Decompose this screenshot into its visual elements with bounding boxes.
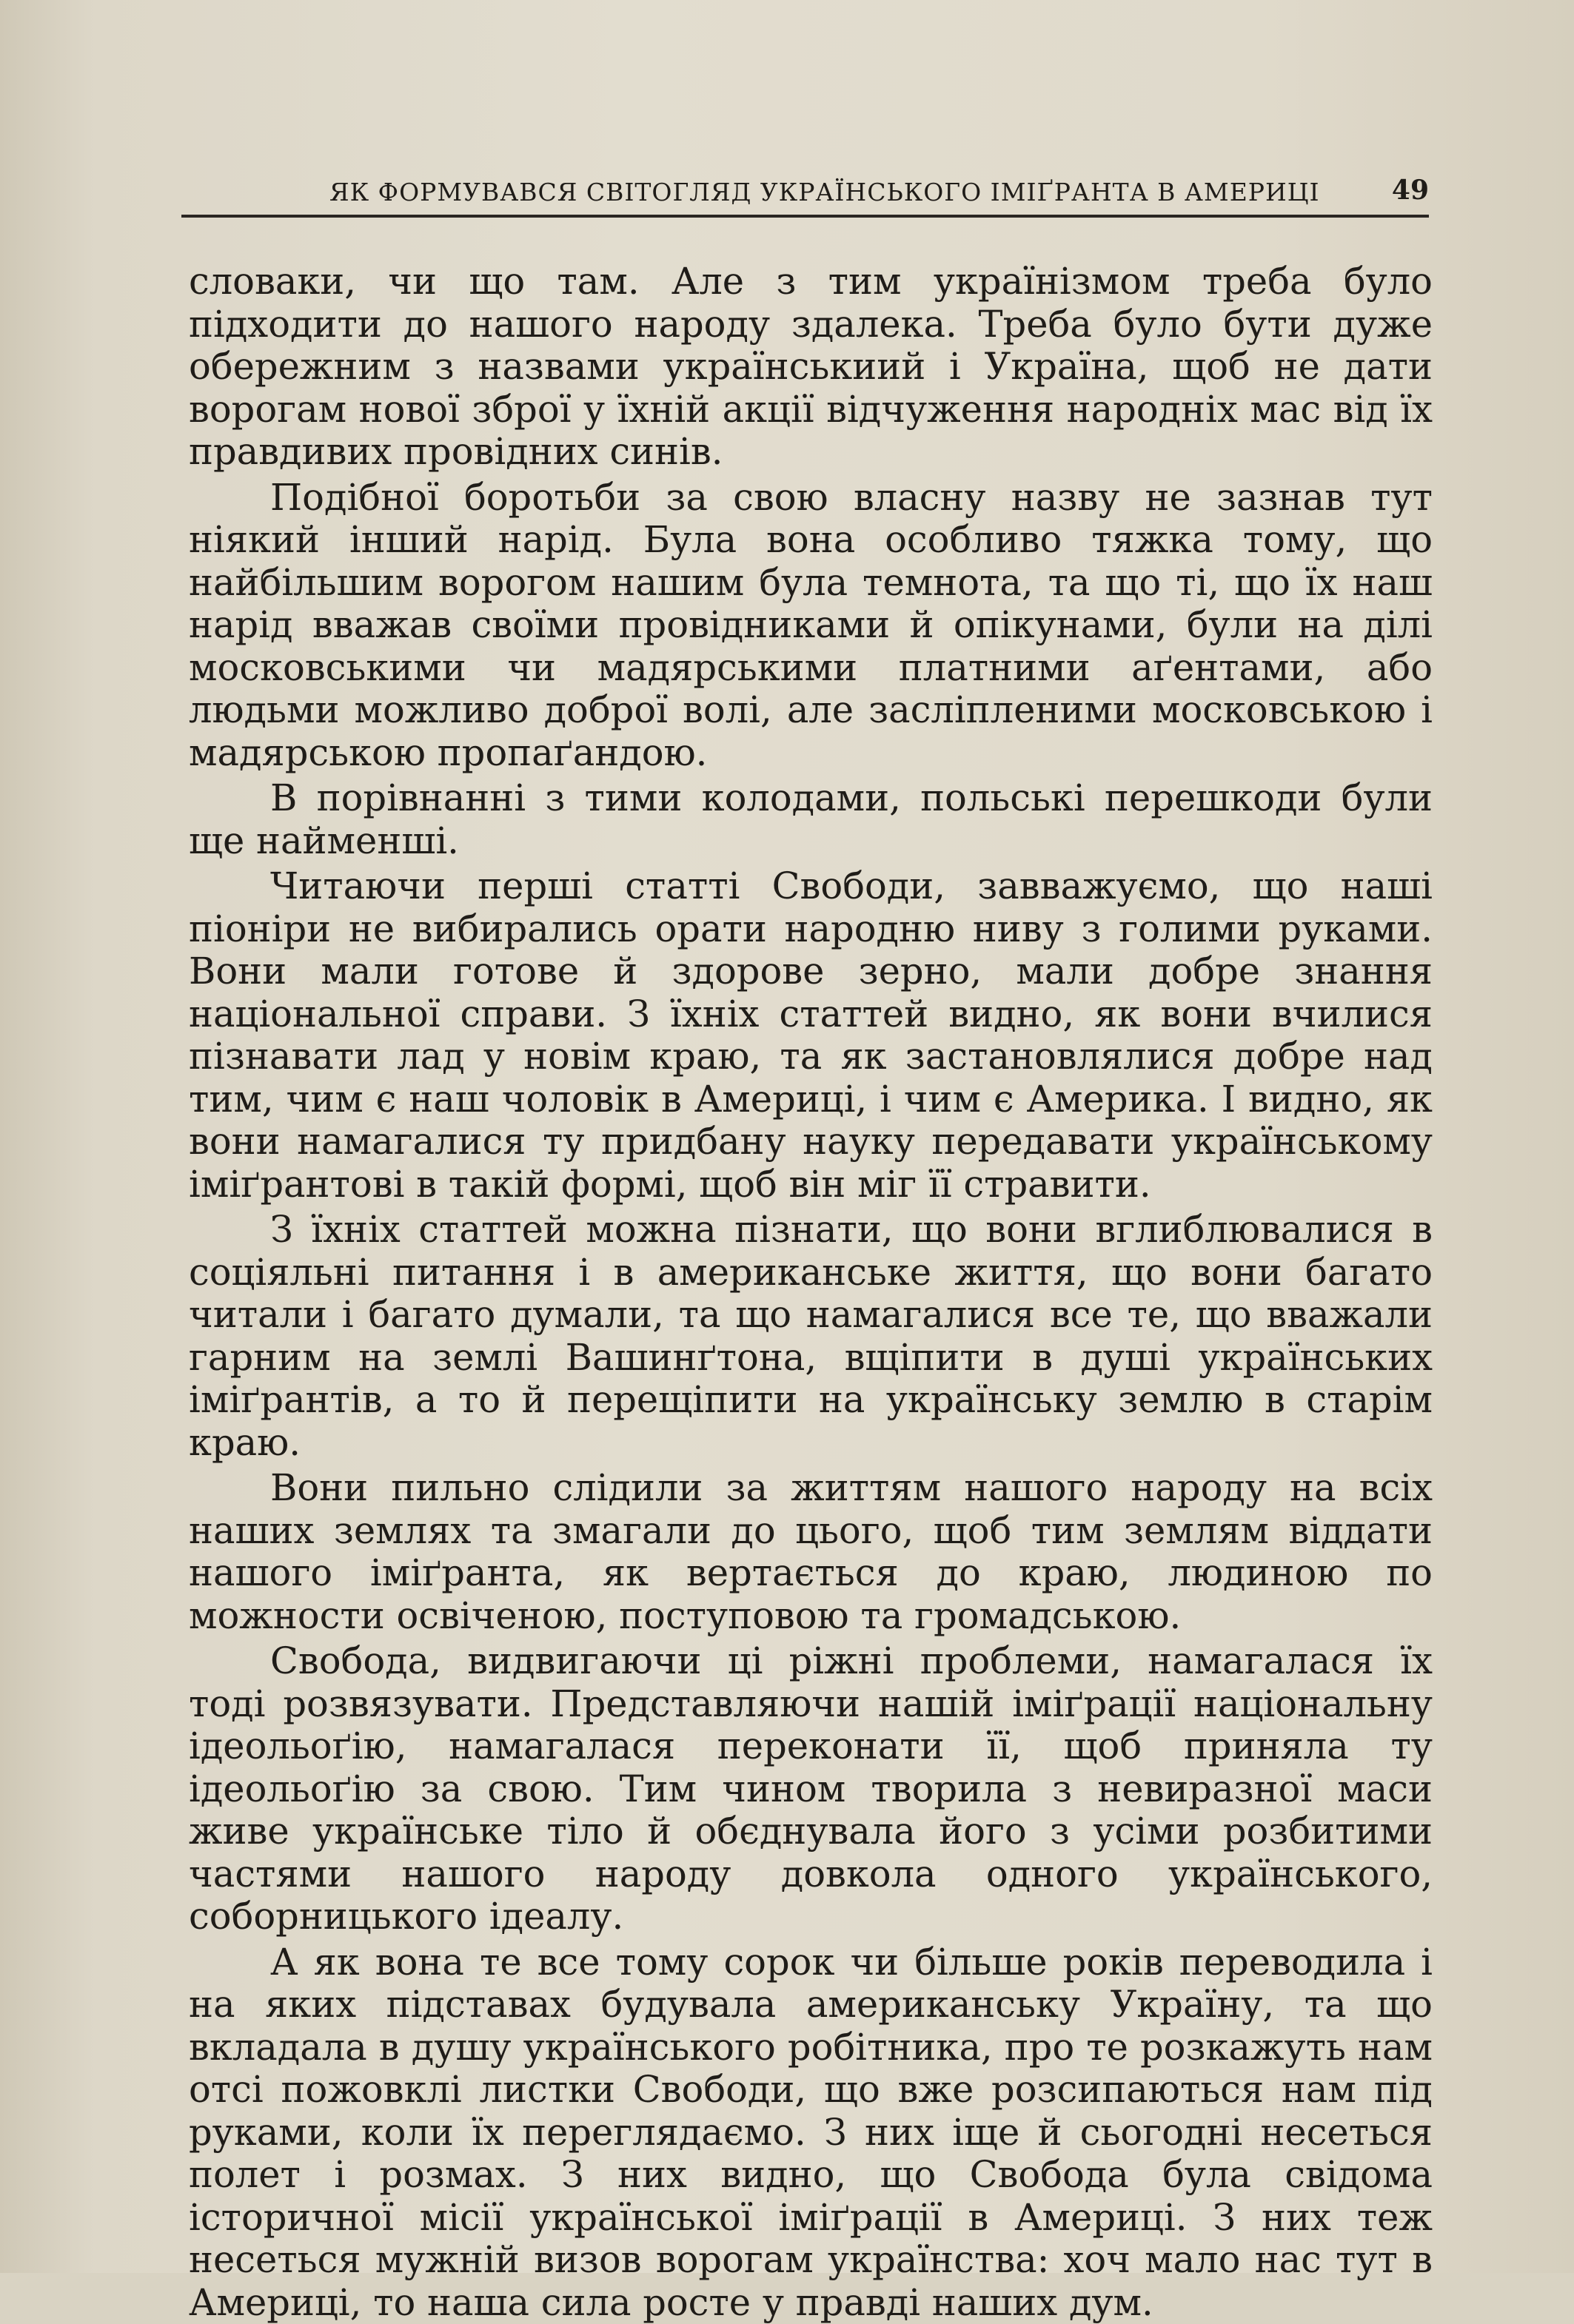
- paragraph-7: Свобода, видвигаючи ці ріжні проблеми, намагалася їх тоді розвязувати. Представляючи нашій іміґрації національну ідеольоґію, намагалася переконати її, щоб приняла ту ідеольоґію за свою. Тим чином творила з невиразної маси живе українське тіло й обєднувала його з усіми розбитими частями нашого народу довкола одного українського, соборницького ідеалу.: [189, 1640, 1433, 1938]
- paragraph-2: Подібної боротьби за свою власну назву не зазнав тут ніякий інший нарід. Була вона особливо тяжка тому, що найбільшим ворогом нашим була темнота, та що ті, що їх наш нарід вважав своїми провідниками й опікунами, були на ділі московськими чи мадярськими платними аґентами, або людьми можливо доброї волі, але засліпленими московською і мадярською пропаґандою.: [189, 477, 1433, 775]
- paragraph-4: Читаючи перші статті Свободи, завважуємо, що наші піоніри не вибирались орати народню ниву з голими руками. Вони мали готове й здорове зерно, мали добре знання національної справи. З їхніх статтей видно, як вони вчилися пізнавати лад у новім краю, та як застановлялися добре над тим, чим є наш чоловік в Америці, і чим є Америка. І видно, як вони намагалися ту придбану науку передавати українському іміґрантові в такій формі, щоб він міг її стравити.: [189, 865, 1433, 1206]
- paragraph-1: словаки, чи що там. Але з тим українізмом треба було підходити до нашого народу здалека. Треба було бути дуже обережним з назвами українськиий і Україна, щоб не дати ворогам нової зброї у їхній акції відчуження народніх мас від їх правдивих провідних синів.: [189, 261, 1433, 474]
- paragraph-6: Вони пильно слідили за життям нашого народу на всіх наших землях та змагали до цього, щоб тим землям віддати нашого іміґранта, як вертається до краю, людиною по можности освіченою, поступовою та громадською.: [189, 1467, 1433, 1637]
- running-head: ЯК ФОРМУВАВСЯ СВІТОГЛЯД УКРАЇНСЬКОГО ІМІҐРАНТА В АМЕРИЦІ: [329, 178, 1320, 206]
- paragraph-3: В порівнанні з тими колодами, польські перешкоди були ще найменші.: [189, 777, 1433, 862]
- paragraph-8: А як вона те все тому сорок чи більше років переводила і на яких підставах будувала американську Україну, та що вкладала в душу українського робітника, про те розкажуть нам отсі пожовклі листки Свободи, що вже розсипаються нам під руками, коли їх переглядаємо. З них іще й сьогодні несеться полет і розмах. З них видно, що Свобода була свідома історичної місії української іміґрації в Америці. З них теж несеться мужній визов ворогам українства: хоч мало нас тут в Америці, то наша сила росте у правді наших дум.: [189, 1941, 1433, 2324]
- page-number: 49: [1392, 175, 1429, 206]
- page-header: [181, 170, 1429, 218]
- paragraph-5: З їхніх статтей можна пізнати, що вони вглиблювалися в соціяльні питання і в американське життя, що вони багато читали і багато думали, та що намагалися все те, що вважали гарним на землі Вашинґтона, вщіпити в душі українських іміґрантів, а то й перещіпити на українську землю в старім краю.: [189, 1209, 1433, 1464]
- body-text: [189, 261, 1433, 2324]
